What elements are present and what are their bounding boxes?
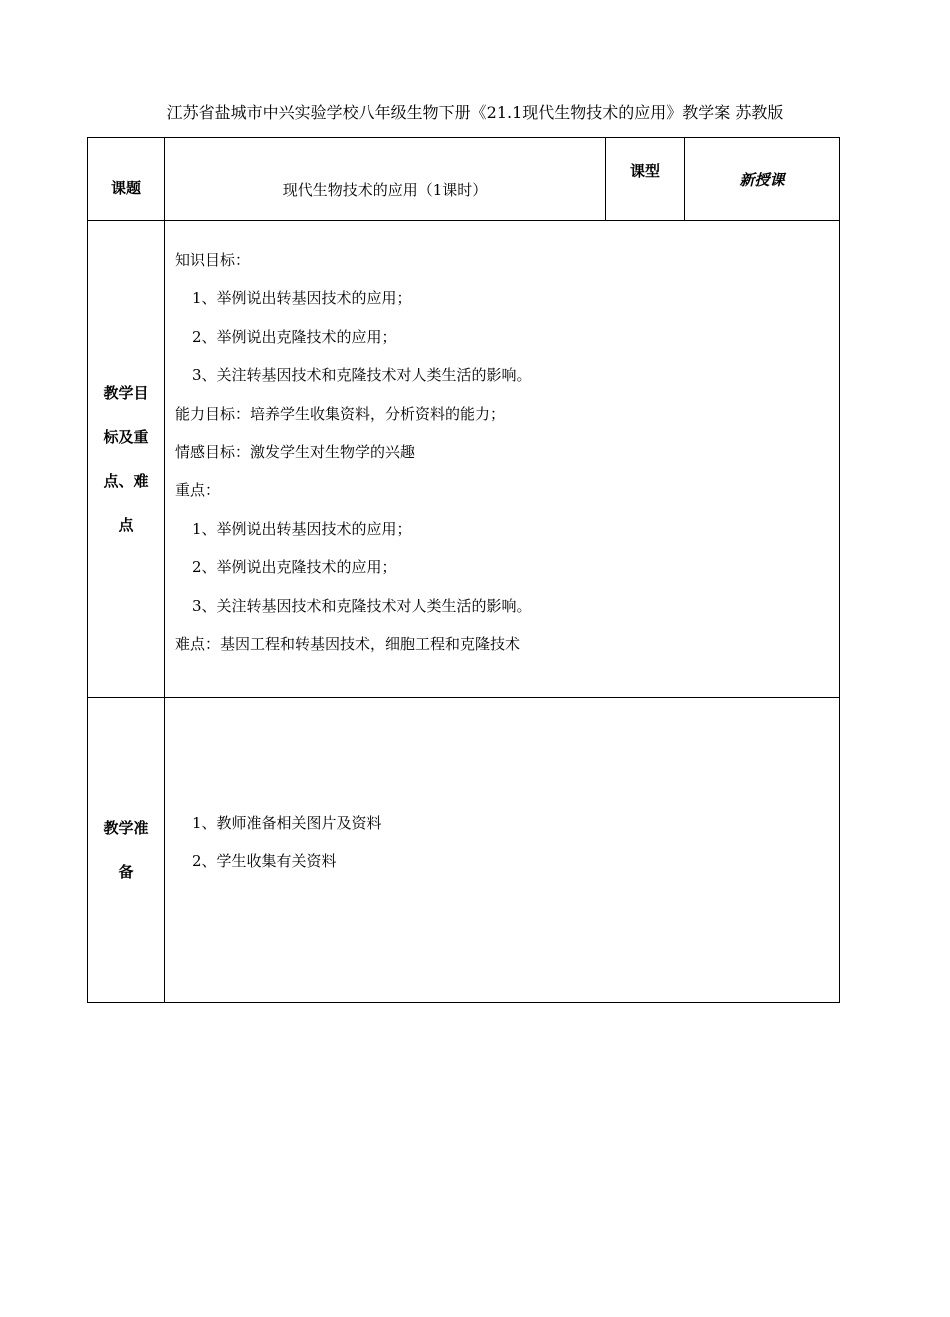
objective-line: 能力目标：培养学生收集资料，分析资料的能力； (175, 404, 506, 423)
objectives-label-line: 点、难 (103, 472, 149, 490)
objectives-label-line: 教学目 (103, 384, 149, 402)
objective-line: 3、关注转基因技术和克隆技术对人类生活的影响。 (192, 366, 532, 385)
objectives-label-lines (94, 371, 158, 547)
preparation-lines (175, 698, 839, 881)
objectives-row (88, 221, 840, 698)
preparation-line: 2、学生收集有关资料 (192, 852, 337, 871)
type-label: 课型 (629, 162, 660, 180)
objective-line: 重点： (175, 481, 221, 500)
header-row (88, 138, 840, 221)
preparation-label-line: 教学准 (103, 819, 149, 837)
preparation-line: 1、教师准备相关图片及资料 (192, 814, 382, 832)
type-label-cell (606, 138, 685, 221)
objectives-label (88, 221, 165, 698)
objectives-lines (175, 221, 839, 663)
objectives-label-line: 标及重 (103, 428, 149, 446)
preparation-label (88, 698, 165, 1003)
objectives-content (165, 221, 840, 698)
topic-value: 现代生物技术的应用（1课时） (165, 138, 606, 221)
topic-label-cell (88, 138, 165, 221)
objective-line: 3、关注转基因技术和克隆技术对人类生活的影响。 (192, 596, 532, 615)
objective-line: 难点：基因工程和转基因技术，细胞工程和克隆技术 (175, 634, 521, 653)
objective-line: 情感目标：激发学生对生物学的兴趣 (175, 442, 416, 461)
document-title: 江苏省盐城市中兴实验学校八年级生物下册《21.1现代生物技术的应用》教学案 苏教版 (166, 103, 784, 122)
objective-line: 1、举例说出转基因技术的应用； (192, 289, 412, 308)
objective-line: 2、举例说出克隆技术的应用； (192, 558, 397, 577)
preparation-label-lines (94, 806, 158, 894)
objective-line: 2、举例说出克隆技术的应用； (192, 327, 397, 346)
lesson-plan-table (87, 137, 840, 1003)
topic-label: 课题 (110, 178, 141, 197)
preparation-label-line: 备 (118, 863, 134, 881)
preparation-content (165, 698, 840, 1003)
objective-line: 知识目标： (175, 251, 251, 269)
preparation-row (88, 698, 840, 1003)
type-value: 新授课 (685, 138, 840, 221)
objective-line: 1、举例说出转基因技术的应用； (192, 519, 412, 538)
objectives-label-line: 点 (118, 516, 134, 534)
